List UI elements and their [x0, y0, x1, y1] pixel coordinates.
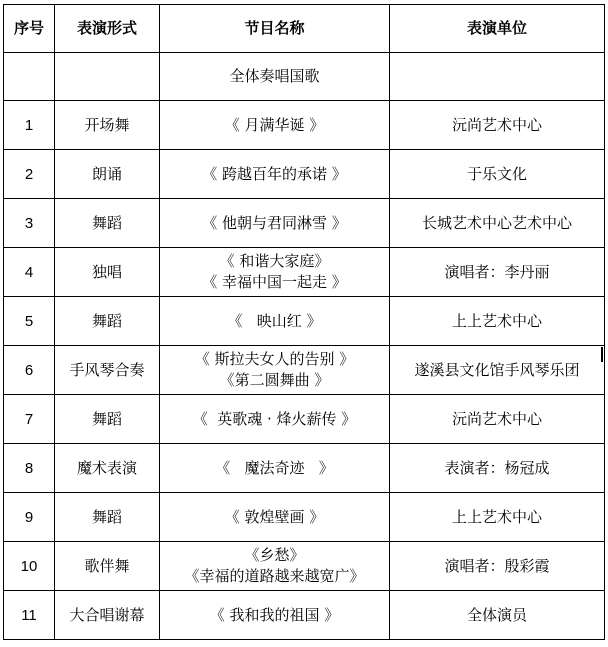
row-title: 《 和谐大家庭》: [219, 252, 330, 270]
row-number: 9: [4, 493, 55, 542]
row-form: 大合唱谢幕: [55, 591, 160, 640]
row-title: 《 跨越百年的承诺 》: [202, 164, 347, 183]
table-row: [4, 150, 605, 199]
header-row: [4, 5, 605, 53]
row-number: 10: [4, 542, 55, 591]
row-title: 《乡愁》: [244, 546, 305, 564]
row-performer: 全体演员: [390, 591, 605, 640]
row-performer: 沅尚艺术中心: [390, 395, 605, 444]
row-title: 《 我和我的祖国 》: [209, 605, 340, 624]
row-performer: 上上艺术中心: [390, 493, 605, 542]
row-performer: 上上艺术中心: [390, 297, 605, 346]
row-number: 2: [4, 150, 55, 199]
row-form: 开场舞: [55, 101, 160, 150]
program-table: [3, 4, 605, 640]
row-number: 8: [4, 444, 55, 493]
table-row: [4, 395, 605, 444]
row-form: 手风琴合奏: [55, 346, 160, 395]
opening-number-cell: [4, 53, 55, 101]
row-title-cell: [160, 542, 390, 591]
row-title: 《 英歌魂 · 烽火薪传 》: [192, 409, 357, 428]
table-row: [4, 199, 605, 248]
row-number: 3: [4, 199, 55, 248]
row-title-cell: [160, 346, 390, 395]
row-title-cell: [160, 101, 390, 150]
row-title-cell: [160, 591, 390, 640]
row-form: 朗诵: [55, 150, 160, 199]
row-form: 舞蹈: [55, 395, 160, 444]
row-form: 舞蹈: [55, 493, 160, 542]
table-row: [4, 346, 605, 395]
row-title-cell: [160, 199, 390, 248]
opening-performer-cell: [390, 53, 605, 101]
row-title: 《 幸福中国一起走 》: [202, 273, 347, 291]
table-row: [4, 444, 605, 493]
header-performer: 表演单位: [390, 5, 605, 53]
table-row: [4, 248, 605, 297]
row-title: 《第二圆舞曲 》: [219, 371, 330, 389]
row-number: 6: [4, 346, 55, 395]
row-title-cell: [160, 395, 390, 444]
row-form: 舞蹈: [55, 297, 160, 346]
row-title-cell: [160, 493, 390, 542]
row-title: 《 他朝与君同淋雪 》: [202, 213, 347, 232]
text-cursor: [601, 347, 603, 362]
row-form: 魔术表演: [55, 444, 160, 493]
row-title: 《 斯拉夫女人的告别 》: [194, 350, 355, 368]
header-number: 序号: [4, 5, 55, 53]
row-performer: 于乐文化: [390, 150, 605, 199]
table-row: [4, 297, 605, 346]
row-title: 《 敦煌壁画 》: [224, 507, 325, 526]
row-title-cell: [160, 248, 390, 297]
row-number: 1: [4, 101, 55, 150]
table-row: [4, 542, 605, 591]
row-number: 7: [4, 395, 55, 444]
row-performer: 长城艺术中心艺术中心: [390, 199, 605, 248]
row-form: 歌伴舞: [55, 542, 160, 591]
row-title: 《 映山红 》: [227, 311, 322, 330]
row-performer: 遂溪县文化馆手风琴乐团: [390, 346, 605, 395]
row-title-cell: [160, 297, 390, 346]
row-form: 舞蹈: [55, 199, 160, 248]
header-title: 节目名称: [160, 5, 390, 53]
row-performer: 演唱者：李丹丽: [390, 248, 605, 297]
header-form: 表演形式: [55, 5, 160, 53]
table-row: [4, 493, 605, 542]
opening-form-cell: [55, 53, 160, 101]
row-number: 4: [4, 248, 55, 297]
row-number: 11: [4, 591, 55, 640]
table-row: [4, 101, 605, 150]
row-title-cell: [160, 444, 390, 493]
program-rows: [4, 101, 605, 640]
opening-row: [4, 53, 605, 101]
row-form: 独唱: [55, 248, 160, 297]
row-performer: 沅尚艺术中心: [390, 101, 605, 150]
row-performer: 表演者：杨冠成: [390, 444, 605, 493]
row-title: 《 魔法奇迹 》: [215, 458, 334, 477]
row-title: 《 月满华诞 》: [224, 115, 325, 134]
row-performer: 演唱者：殷彩霞: [390, 542, 605, 591]
table-row: [4, 591, 605, 640]
row-title: 《幸福的道路越来越宽广》: [184, 567, 365, 585]
row-title-cell: [160, 150, 390, 199]
opening-title: 全体奏唱国歌: [160, 53, 390, 101]
row-number: 5: [4, 297, 55, 346]
